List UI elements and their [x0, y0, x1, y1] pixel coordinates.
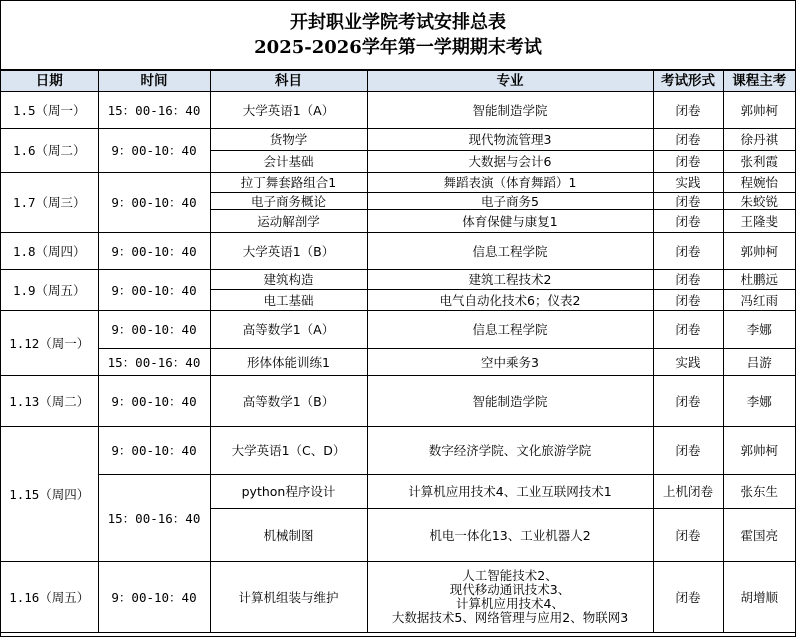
table-row: [1, 475, 795, 509]
schedule-table: [1, 70, 795, 633]
time-cell: 15：00-16：40: [98, 475, 210, 562]
table-row: [1, 129, 795, 151]
date-cell: 1.5（周一）: [1, 92, 98, 129]
date-cell: 1.7（周三）: [1, 173, 98, 233]
subject-cell: 高等数学1（A）: [210, 311, 367, 349]
exam-form-cell: 闭卷: [653, 210, 723, 233]
header-time: 时间: [98, 71, 210, 92]
major-cell: 现代物流管理3: [367, 129, 653, 151]
major-line: 现代移动通讯技术3、: [449, 582, 571, 597]
major-cell: 智能制造学院: [367, 92, 653, 129]
date-cell: 1.13（周二）: [1, 376, 98, 427]
examiner-cell: 胡增顺: [723, 562, 795, 633]
major-cell: 大数据与会计6: [367, 151, 653, 173]
time-cell: 15：00-16：40: [98, 92, 210, 129]
major-cell: 信息工程学院: [367, 233, 653, 270]
subject-cell: 拉丁舞套路组合1: [210, 173, 367, 193]
exam-form-cell: 闭卷: [653, 290, 723, 311]
major-cell: 数字经济学院、文化旅游学院: [367, 427, 653, 475]
header-examiner: 课程主考: [723, 71, 795, 92]
major-cell: 舞蹈表演（体育舞蹈）1: [367, 173, 653, 193]
major-cell: [367, 562, 653, 633]
table-row: [1, 562, 795, 633]
exam-form-cell: 闭卷: [653, 376, 723, 427]
time-cell: 9：00-10：40: [98, 233, 210, 270]
subject-cell: 机械制图: [210, 509, 367, 562]
examiner-cell: 李娜: [723, 311, 795, 349]
exam-form-cell: 上机闭卷: [653, 475, 723, 509]
table-row: [1, 427, 795, 475]
time-cell: 9：00-10：40: [98, 173, 210, 233]
header-row: [1, 71, 795, 92]
date-cell: 1.8（周四）: [1, 233, 98, 270]
subject-cell: 大学英语1（B）: [210, 233, 367, 270]
major-cell: 电子商务5: [367, 193, 653, 210]
table-row: [1, 349, 795, 376]
examiner-cell: 王隆斐: [723, 210, 795, 233]
time-cell: 9：00-10：40: [98, 562, 210, 633]
examiner-cell: 杜鹏远: [723, 270, 795, 290]
examiner-cell: 霍国亮: [723, 509, 795, 562]
major-line: 大数据技术5、网络管理与应用2、物联网3: [391, 610, 629, 625]
examiner-cell: 张利霞: [723, 151, 795, 173]
subject-cell: 大学英语1（C、D）: [210, 427, 367, 475]
major-line: 人工智能技术2、: [462, 568, 558, 583]
exam-form-cell: 闭卷: [653, 427, 723, 475]
date-cell: 1.6（周二）: [1, 129, 98, 173]
date-cell: 1.9（周五）: [1, 270, 98, 311]
major-cell: 信息工程学院: [367, 311, 653, 349]
header-major: 专业: [367, 71, 653, 92]
examiner-cell: 李娜: [723, 376, 795, 427]
exam-form-cell: 闭卷: [653, 193, 723, 210]
table-row: [1, 92, 795, 129]
subject-cell: 高等数学1（B）: [210, 376, 367, 427]
exam-form-cell: 闭卷: [653, 270, 723, 290]
exam-form-cell: 闭卷: [653, 233, 723, 270]
time-cell: 9：00-10：40: [98, 376, 210, 427]
table-row: [1, 376, 795, 427]
major-cell: 电气自动化技术6；仪表2: [367, 290, 653, 311]
sheet-title: [1, 1, 795, 70]
time-cell: 9：00-10：40: [98, 427, 210, 475]
subject-cell: 形体体能训练1: [210, 349, 367, 376]
major-cell: 计算机应用技术4、工业互联网技术1: [367, 475, 653, 509]
header-date: 日期: [1, 71, 98, 92]
exam-form-cell: 闭卷: [653, 129, 723, 151]
major-cell: 体育保健与康复1: [367, 210, 653, 233]
exam-form-cell: 闭卷: [653, 311, 723, 349]
exam-form-cell: 实践: [653, 173, 723, 193]
subject-cell: 计算机组装与维护: [210, 562, 367, 633]
table-row: [1, 233, 795, 270]
major-cell: 空中乘务3: [367, 349, 653, 376]
subject-cell: 电子商务概论: [210, 193, 367, 210]
subject-cell: 建筑构造: [210, 270, 367, 290]
title-line-2: 2025-2026学年第一学期期末考试: [254, 37, 542, 58]
title-line-1: 开封职业学院考试安排总表: [290, 12, 506, 33]
examiner-cell: 郭帅柯: [723, 233, 795, 270]
exam-form-cell: 实践: [653, 349, 723, 376]
examiner-cell: 郭帅柯: [723, 427, 795, 475]
subject-cell: 电工基础: [210, 290, 367, 311]
exam-form-cell: 闭卷: [653, 151, 723, 173]
examiner-cell: 郭帅柯: [723, 92, 795, 129]
time-cell: 9：00-10：40: [98, 129, 210, 173]
major-cell: 建筑工程技术2: [367, 270, 653, 290]
time-cell: 9：00-10：40: [98, 270, 210, 311]
examiner-cell: 张东生: [723, 475, 795, 509]
table-row: [1, 311, 795, 349]
time-cell: 9：00-10：40: [98, 311, 210, 349]
major-line: 计算机应用技术4、: [456, 596, 564, 611]
date-cell: 1.12（周一）: [1, 311, 98, 376]
examiner-cell: 程婉怡: [723, 173, 795, 193]
time-cell: 15：00-16：40: [98, 349, 210, 376]
subject-cell: 货物学: [210, 129, 367, 151]
major-cell: 智能制造学院: [367, 376, 653, 427]
table-row: [1, 173, 795, 193]
subject-cell: 会计基础: [210, 151, 367, 173]
table-row: [1, 270, 795, 290]
exam-form-cell: 闭卷: [653, 562, 723, 633]
date-cell: 1.16（周五）: [1, 562, 98, 633]
examiner-cell: 吕游: [723, 349, 795, 376]
major-cell: 机电一体化13、工业机器人2: [367, 509, 653, 562]
subject-cell: 大学英语1（A）: [210, 92, 367, 129]
examiner-cell: 朱蛟锐: [723, 193, 795, 210]
header-subject: 科目: [210, 71, 367, 92]
examiner-cell: 徐丹祺: [723, 129, 795, 151]
date-cell: 1.15（周四）: [1, 427, 98, 562]
exam-form-cell: 闭卷: [653, 92, 723, 129]
subject-cell: 运动解剖学: [210, 210, 367, 233]
examiner-cell: 冯红雨: [723, 290, 795, 311]
exam-form-cell: 闭卷: [653, 509, 723, 562]
subject-cell: python程序设计: [210, 475, 367, 509]
header-exam-form: 考试形式: [653, 71, 723, 92]
